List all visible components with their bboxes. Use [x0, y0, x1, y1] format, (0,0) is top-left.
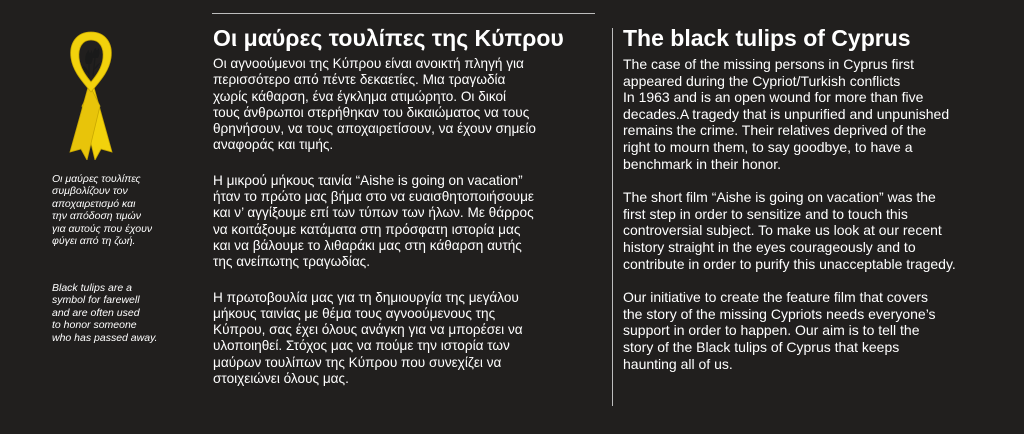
caption-line: φύγει από τη ζωή.	[52, 235, 136, 248]
greek-paragraph	[213, 290, 603, 388]
text-line: history straight in the eyes courageously and to	[623, 238, 916, 255]
text-line: και ν’ αγγίξουμε επί των τύπων των ήλων. Με θάρρος	[213, 205, 534, 221]
sidebar-caption-english	[52, 282, 177, 344]
text-line: χωρίς κάθαρση, ένα έγκλημα ατιμώρητο. Οι δικοί	[213, 88, 507, 104]
english-title: The black tulips of Cyprus	[623, 25, 911, 51]
top-divider	[212, 13, 595, 14]
english-column	[623, 24, 1008, 389]
text-line: να κοιτάξουμε κατάματα στη πρόσφατη ιστορία μας	[213, 221, 521, 237]
greek-column	[213, 24, 603, 406]
text-line: Κύπρου, σας έχει όλους ανάγκη για να μπορέσει να	[213, 322, 523, 338]
text-line: μήκους ταινίας με θέμα τους αγνοούμενους της	[213, 305, 496, 321]
caption-line: την απόδοση τιμών	[52, 210, 141, 223]
caption-line: who has passed away.	[52, 331, 158, 344]
text-line: decades.A tragedy that is unpurified and unpunished	[623, 105, 950, 122]
text-line: Η μικρού μήκους ταινία “Aishe is going on vacation”	[213, 172, 523, 188]
text-line: The short film “Aishe is going on vacation” was the	[623, 189, 936, 206]
text-line: ήταν το πρώτο μας βήμα στο να ευαισθητοποιήσουμε	[213, 189, 534, 205]
caption-line: Οι μαύρες τουλίπες	[52, 173, 141, 185]
text-line: The case of the missing persons in Cyprus first	[623, 56, 915, 72]
text-line: benchmark in their honor.	[623, 155, 781, 172]
text-line: haunting all of us.	[623, 355, 733, 372]
text-line: υλοποιηθεί. Στόχος μας να πούμε την ιστορία των	[213, 338, 510, 354]
caption-line: συμβολίζουν τον	[52, 185, 128, 198]
text-line: της ανείπωτης τραγωδίας.	[213, 254, 371, 270]
caption-line: and are often used	[52, 306, 140, 319]
greek-paragraph	[213, 173, 603, 271]
text-line: αναφοράς και τιμής.	[213, 137, 334, 153]
text-line: τους άνθρωποι στερήθηκαν του δικαιώματος να τους	[213, 104, 530, 120]
caption-line: Black tulips are a	[52, 282, 132, 294]
text-line: και να βάλουμε το λιθαράκι μας στη κάθαρση αυτής	[213, 237, 522, 253]
english-paragraph	[623, 189, 1008, 272]
text-line: θρηνήσουν, να τους αποχαιρετίσουν, να έχουν σημείο	[213, 121, 536, 137]
text-line: In 1963 and is an open wound for more than five	[623, 89, 924, 106]
text-line: περισσότερο από πέντε δεκαετίες. Μια τραγωδία	[213, 72, 506, 88]
english-paragraph	[623, 56, 1008, 172]
yellow-ribbon-icon	[60, 28, 122, 160]
text-line: the story of the missing Cypriots needs everyone’s	[623, 305, 936, 322]
text-line: controversial subject. To make us look at our recent	[623, 222, 942, 239]
text-line: Η πρωτοβουλία μας για τη δημιουργία της μεγάλου	[213, 289, 519, 305]
english-paragraph	[623, 289, 1008, 372]
text-line: Οι αγνοούμενοι της Κύπρου είναι ανοικτή πληγή για	[213, 56, 524, 71]
caption-line: αποχαιρετισμό και	[52, 197, 136, 210]
greek-title: Οι μαύρες τουλίπες της Κύπρου	[213, 25, 564, 51]
text-line: Our initiative to create the feature film that covers	[623, 289, 929, 306]
column-divider	[612, 28, 613, 406]
text-line: μαύρων τουλίπων της Κύπρου που συνεχίζει να	[213, 354, 502, 370]
text-line: story of the Black tulips of Cyprus that keeps	[623, 338, 900, 355]
text-line: remains the crime. Their relatives deprived of the	[623, 122, 927, 139]
text-line: contribute in order to purify this unacceptable tragedy.	[623, 255, 956, 272]
text-line: support in order to happen. Our aim is to tell the	[623, 322, 920, 339]
sidebar-caption-greek	[52, 173, 177, 247]
caption-line: για αυτούς που έχουν	[52, 222, 153, 235]
text-line: appeared during the Cypriot/Turkish conflicts	[623, 72, 901, 89]
greek-paragraph	[213, 56, 603, 154]
text-line: στοιχειώνει όλους μας.	[213, 371, 349, 387]
caption-line: to honor someone	[52, 319, 137, 332]
text-line: first step in order to sensitize and to touch this	[623, 205, 908, 222]
caption-line: symbol for farewell	[52, 294, 140, 307]
text-line: right to mourn them, to say goodbye, to have a	[623, 138, 913, 155]
